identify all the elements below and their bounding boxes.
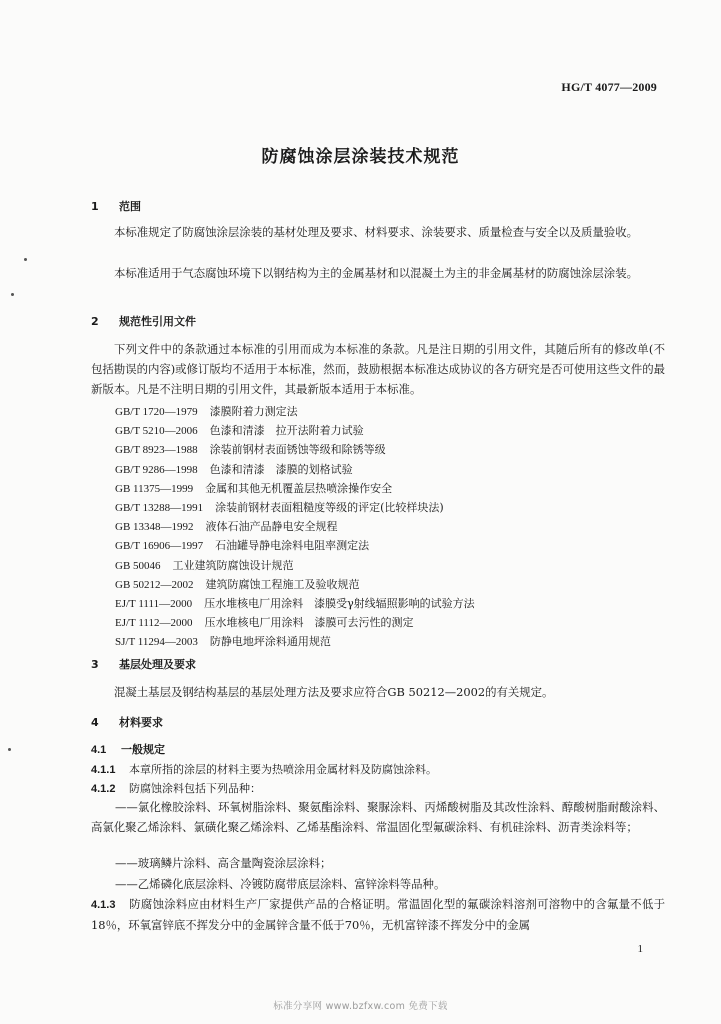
section-3-paragraph-1: 混凝土基层及钢结构基层的基层处理方法及要求应符合GB 50212—2002的有关规定。 xyxy=(114,685,554,699)
section-2-heading xyxy=(91,313,196,329)
ref-code: GB 11375—1999 xyxy=(115,482,194,495)
ref-title: 石油罐导静电涂料电阻率测定法 xyxy=(215,539,370,553)
section-4-heading xyxy=(91,714,163,730)
scan-mark xyxy=(24,258,27,261)
document-title: 防腐蚀涂层涂装技术规范 xyxy=(261,147,460,167)
ref-code: GB/T 8923—1988 xyxy=(115,444,198,457)
list-item xyxy=(115,421,475,440)
ref-title: 涂装前钢材表面锈蚀等级和除锈等级 xyxy=(209,443,386,457)
scan-mark xyxy=(8,748,11,751)
section-title: 基层处理及要求 xyxy=(119,658,196,671)
ref-title: 压水堆核电厂用涂料 漆膜可去污性的测定 xyxy=(204,616,414,630)
page-number: 1 xyxy=(637,943,643,955)
section-number: 2 xyxy=(91,315,99,328)
list-item xyxy=(115,556,475,575)
section-2-intro: 下列文件中的条款通过本标准的引用而成为本标准的条款。凡是注日期的引用文件，其随后所有的修改单(不包括勘误的内容)或修订版均不适用于本标准，然而，鼓励根据本标准达成协议的各方研究是否可使用这些文件的最新版本。凡是不注明日期的引用文件，其最新版本适用于本标准。 xyxy=(91,342,665,396)
clause-4-1-1 xyxy=(91,761,437,777)
ref-code: GB/T 9286—1998 xyxy=(115,463,198,476)
ref-title: 金属和其他无机覆盖层热喷涂操作安全 xyxy=(205,481,393,495)
ref-title: 色漆和清漆 漆膜的划格试验 xyxy=(209,462,353,476)
section-number: 4 xyxy=(91,716,99,729)
clause-text: 本章所指的涂层的材料主要为热喷涂用金属材料及防腐蚀涂料。 xyxy=(129,763,437,776)
clause-4-1 xyxy=(91,741,165,757)
ref-title: 色漆和清漆 拉开法附着力试验 xyxy=(209,424,364,438)
footer-watermark: 标准分享网 www.bzfxw.com 免费下载 xyxy=(273,1001,448,1012)
section-1-paragraph-1: 本标准规定了防腐蚀涂层涂装的基材处理及要求、材料要求、涂装要求、质量检查与安全以及质量验收。 xyxy=(114,225,638,239)
clause-4-1-2 xyxy=(91,780,261,796)
section-number: 3 xyxy=(91,658,99,671)
ref-code: GB/T 16906—1997 xyxy=(115,540,204,553)
section-title: 范围 xyxy=(119,200,141,213)
clause-number: 4.1.3 xyxy=(91,899,116,911)
ref-code: GB/T 1720—1979 xyxy=(115,406,198,418)
clause-number: 4.1.2 xyxy=(91,783,116,795)
section-3-heading xyxy=(91,656,196,672)
list-item xyxy=(115,613,475,632)
ref-title: 漆膜附着力测定法 xyxy=(209,405,298,418)
reference-list xyxy=(115,402,475,651)
ref-title: 压水堆核电厂用涂料 漆膜受γ射线辐照影响的试验方法 xyxy=(204,596,475,610)
coating-item-2: ——玻璃鳞片涂料、高含量陶瓷涂层涂料； xyxy=(115,856,332,870)
ref-code: GB 50046 xyxy=(115,559,161,572)
ref-code: GB/T 13288—1991 xyxy=(115,501,204,514)
list-item xyxy=(115,536,475,555)
section-title: 规范性引用文件 xyxy=(119,315,196,328)
list-item xyxy=(115,402,475,421)
section-1-heading xyxy=(91,198,141,214)
section-number: 1 xyxy=(91,200,99,213)
clause-title: 一般规定 xyxy=(121,743,165,756)
list-item xyxy=(115,460,475,479)
clause-text: 防腐蚀涂料包括下列品种： xyxy=(129,782,261,795)
scan-mark xyxy=(11,293,14,296)
list-item xyxy=(115,632,475,651)
ref-code: GB/T 5210—2006 xyxy=(115,425,198,438)
list-item xyxy=(115,479,475,498)
coating-item-1: ——氯化橡胶涂料、环氧树脂涂料、聚氨酯涂料、聚脲涂料、丙烯酸树脂及其改性涂料、醇酸树脂耐酸涂料、高氯化聚乙烯涂料、氯磺化聚乙烯涂料、乙烯基酯涂料、常温固化型氟碳涂料、有机硅涂料、沥青类涂料等； xyxy=(91,800,665,834)
coating-item-3: ——乙烯磷化底层涂料、冷镀防腐带底层涂料、富锌涂料等品种。 xyxy=(115,877,446,891)
list-item xyxy=(115,594,475,613)
list-item xyxy=(115,575,475,594)
clause-number: 4.1.1 xyxy=(91,764,116,776)
section-1-paragraph-2: 本标准适用于气态腐蚀环境下以钢结构为主的金属基材和以混凝土为主的非金属基材的防腐蚀涂层涂装。 xyxy=(114,266,638,280)
ref-code: GB 13348—1992 xyxy=(115,521,194,534)
clause-text: 防腐蚀涂料应由材料生产厂家提供产品的合格证明。常温固化型的氟碳涂料溶剂可溶物中的含氟量不低于18％，环氧富锌底不挥发分中的金属锌含量不低于70％，无机富锌漆不挥发分中的金属 xyxy=(91,897,665,932)
ref-title: 防静电地坪涂料通用规范 xyxy=(209,635,331,649)
ref-title: 液体石油产品静电安全规程 xyxy=(205,520,338,534)
list-item xyxy=(115,517,475,536)
section-title: 材料要求 xyxy=(119,716,163,729)
clause-4-1-3 xyxy=(91,894,665,935)
list-item xyxy=(115,498,475,517)
ref-code: EJ/T 1111—2000 xyxy=(115,597,193,610)
clause-number: 4.1 xyxy=(91,744,107,756)
ref-title: 工业建筑防腐蚀设计规范 xyxy=(172,558,294,572)
ref-title: 涂装前钢材表面粗糙度等级的评定(比较样块法) xyxy=(215,500,444,514)
ref-code: SJ/T 11294—2003 xyxy=(115,636,198,649)
list-item xyxy=(115,440,475,459)
standard-code: HG/T 4077—2009 xyxy=(561,80,657,94)
ref-title: 建筑防腐蚀工程施工及验收规范 xyxy=(205,577,360,591)
ref-code: GB 50212—2002 xyxy=(115,578,194,591)
ref-code: EJ/T 1112—2000 xyxy=(115,617,193,630)
